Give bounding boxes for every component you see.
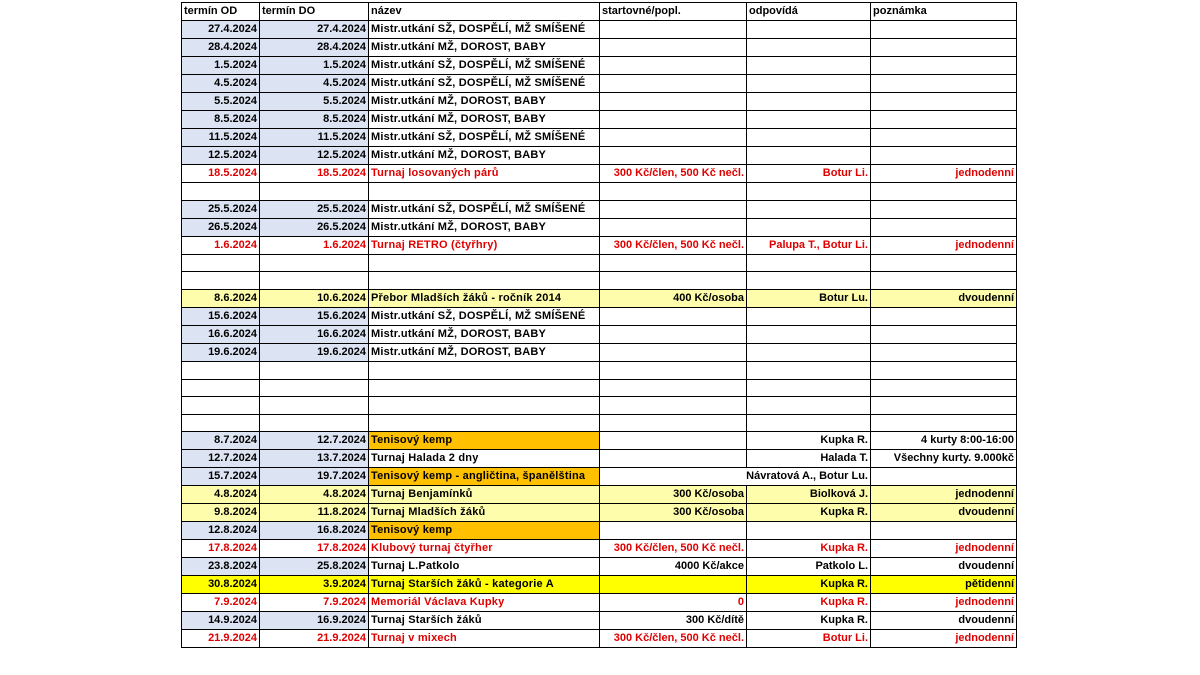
cell-termin-do: 8.5.2024 (260, 111, 369, 129)
cell-odpovida (747, 183, 871, 201)
cell-nazev: Turnaj Starších žáků (369, 612, 600, 630)
cell-poznamka (871, 325, 1017, 343)
table-row (182, 21, 1017, 39)
cell-odpovida (747, 397, 871, 415)
cell-termin-od: 1.5.2024 (182, 57, 260, 75)
cell-nazev: Turnaj Starších žáků - kategorie A (369, 576, 600, 594)
cell-odpovida (747, 414, 871, 432)
cell-nazev (369, 183, 600, 201)
table-row (182, 325, 1017, 343)
cell-termin-od: 8.7.2024 (182, 432, 260, 450)
cell-termin-od: 4.5.2024 (182, 75, 260, 93)
cell-odpovida (747, 218, 871, 236)
cell-poznamka: pětidenní (871, 576, 1017, 594)
cell-termin-od: 12.8.2024 (182, 522, 260, 540)
header-startovne: startovné/popl. (600, 3, 747, 21)
table-row (182, 289, 1017, 307)
cell-odpovida: Botur Li. (747, 165, 871, 183)
cell-nazev: Turnaj losovaných párů (369, 165, 600, 183)
cell-startovne (600, 325, 747, 343)
cell-odpovida (747, 129, 871, 147)
cell-nazev: Mistr.utkání MŽ, DOROST, BABY (369, 325, 600, 343)
cell-poznamka (871, 75, 1017, 93)
header-row (182, 3, 1017, 21)
cell-odpovida (747, 75, 871, 93)
cell-nazev: Mistr.utkání SŽ, DOSPĚLÍ, MŽ SMÍŠENÉ (369, 129, 600, 147)
table-row (182, 361, 1017, 379)
cell-termin-do: 12.5.2024 (260, 147, 369, 165)
cell-poznamka: dvoudenní (871, 289, 1017, 307)
cell-odpovida: Kupka R. (747, 504, 871, 522)
cell-odpovida (747, 39, 871, 57)
cell-termin-od: 15.6.2024 (182, 307, 260, 325)
cell-termin-do: 11.5.2024 (260, 129, 369, 147)
cell-termin-do: 4.5.2024 (260, 75, 369, 93)
cell-poznamka (871, 200, 1017, 218)
cell-termin-od: 16.6.2024 (182, 325, 260, 343)
cell-termin-od: 27.4.2024 (182, 21, 260, 39)
table-row (182, 254, 1017, 272)
cell-startovne: 300 Kč/osoba (600, 486, 747, 504)
table-row (182, 397, 1017, 415)
cell-startovne (600, 39, 747, 57)
cell-nazev: Mistr.utkání SŽ, DOSPĚLÍ, MŽ SMÍŠENÉ (369, 307, 600, 325)
schedule-table (181, 2, 1017, 648)
table-row (182, 576, 1017, 594)
cell-termin-do: 25.8.2024 (260, 558, 369, 576)
cell-poznamka (871, 379, 1017, 397)
cell-termin-do: 16.6.2024 (260, 325, 369, 343)
cell-nazev: Tenisový kemp (369, 432, 600, 450)
cell-startovne (600, 57, 747, 75)
cell-startovne (600, 93, 747, 111)
cell-odpovida: Patkolo L. (747, 558, 871, 576)
cell-termin-od: 5.5.2024 (182, 93, 260, 111)
cell-termin-do (260, 272, 369, 290)
table-row (182, 183, 1017, 201)
cell-termin-od: 17.8.2024 (182, 540, 260, 558)
cell-nazev: Turnaj RETRO (čtyřhry) (369, 236, 600, 254)
cell-termin-od (182, 414, 260, 432)
cell-odpovida: Botur Lu. (747, 289, 871, 307)
cell-poznamka: jednodenní (871, 540, 1017, 558)
cell-poznamka: dvoudenní (871, 612, 1017, 630)
cell-nazev (369, 397, 600, 415)
cell-termin-od: 15.7.2024 (182, 468, 260, 486)
cell-poznamka (871, 343, 1017, 361)
cell-odpovida: Kupka R. (747, 432, 871, 450)
cell-termin-do: 1.6.2024 (260, 236, 369, 254)
cell-poznamka (871, 57, 1017, 75)
cell-termin-od: 7.9.2024 (182, 594, 260, 612)
cell-termin-do (260, 414, 369, 432)
cell-startovne (600, 576, 747, 594)
cell-poznamka (871, 183, 1017, 201)
cell-termin-do: 17.8.2024 (260, 540, 369, 558)
table-row (182, 129, 1017, 147)
cell-odpovida (747, 200, 871, 218)
cell-termin-do (260, 183, 369, 201)
cell-poznamka (871, 129, 1017, 147)
cell-nazev: Mistr.utkání SŽ, DOSPĚLÍ, MŽ SMÍŠENÉ (369, 21, 600, 39)
cell-termin-do: 19.6.2024 (260, 343, 369, 361)
cell-termin-od (182, 272, 260, 290)
cell-nazev: Turnaj Mladších žáků (369, 504, 600, 522)
cell-poznamka (871, 254, 1017, 272)
table-row (182, 594, 1017, 612)
cell-nazev: Tenisový kemp (369, 522, 600, 540)
cell-nazev: Turnaj Halada 2 dny (369, 450, 600, 468)
cell-nazev (369, 272, 600, 290)
cell-odpovida (747, 21, 871, 39)
cell-termin-od (182, 361, 260, 379)
cell-poznamka (871, 39, 1017, 57)
cell-termin-do: 3.9.2024 (260, 576, 369, 594)
table-row (182, 57, 1017, 75)
table-row (182, 630, 1017, 648)
cell-termin-do: 11.8.2024 (260, 504, 369, 522)
cell-termin-do: 15.6.2024 (260, 307, 369, 325)
cell-odpovida (747, 343, 871, 361)
cell-poznamka (871, 21, 1017, 39)
cell-poznamka (871, 397, 1017, 415)
cell-poznamka (871, 272, 1017, 290)
cell-termin-do (260, 361, 369, 379)
cell-odpovida (747, 111, 871, 129)
cell-startovne (600, 414, 747, 432)
cell-nazev: Turnaj L.Patkolo (369, 558, 600, 576)
cell-termin-do: 18.5.2024 (260, 165, 369, 183)
header-nazev: název (369, 3, 600, 21)
table-row (182, 468, 1017, 486)
table-row (182, 93, 1017, 111)
cell-poznamka (871, 468, 1017, 486)
cell-termin-do: 1.5.2024 (260, 57, 369, 75)
cell-startovne (600, 361, 747, 379)
cell-nazev: Mistr.utkání MŽ, DOROST, BABY (369, 39, 600, 57)
table-row (182, 75, 1017, 93)
cell-termin-do: 16.9.2024 (260, 612, 369, 630)
table-row (182, 522, 1017, 540)
table-row (182, 272, 1017, 290)
cell-termin-do (260, 254, 369, 272)
cell-termin-do (260, 379, 369, 397)
cell-poznamka (871, 522, 1017, 540)
cell-nazev: Tenisový kemp - angličtina, španělština (369, 468, 600, 486)
cell-termin-od: 28.4.2024 (182, 39, 260, 57)
cell-odpovida (747, 522, 871, 540)
cell-startovne: 300 Kč/člen, 500 Kč nečl. (600, 630, 747, 648)
cell-termin-do: 13.7.2024 (260, 450, 369, 468)
cell-startovne (600, 397, 747, 415)
cell-startovne (600, 272, 747, 290)
cell-nazev: Turnaj Benjamínků (369, 486, 600, 504)
cell-termin-od (182, 397, 260, 415)
cell-startovne-odpovida: Návratová A., Botur Lu. (600, 468, 871, 486)
cell-termin-od: 4.8.2024 (182, 486, 260, 504)
cell-odpovida: Kupka R. (747, 594, 871, 612)
table-row (182, 200, 1017, 218)
cell-termin-od: 12.7.2024 (182, 450, 260, 468)
cell-nazev: Mistr.utkání MŽ, DOROST, BABY (369, 343, 600, 361)
header-termin-od: termín OD (182, 3, 260, 21)
table-row (182, 612, 1017, 630)
cell-nazev: Mistr.utkání SŽ, DOSPĚLÍ, MŽ SMÍŠENÉ (369, 200, 600, 218)
cell-nazev: Memoriál Václava Kupky (369, 594, 600, 612)
cell-startovne: 300 Kč/člen, 500 Kč nečl. (600, 540, 747, 558)
cell-termin-do: 10.6.2024 (260, 289, 369, 307)
cell-startovne (600, 75, 747, 93)
table-row (182, 111, 1017, 129)
cell-startovne (600, 254, 747, 272)
cell-poznamka: jednodenní (871, 630, 1017, 648)
cell-odpovida: Botur Li. (747, 630, 871, 648)
cell-termin-od (182, 379, 260, 397)
cell-termin-do: 12.7.2024 (260, 432, 369, 450)
table-row (182, 236, 1017, 254)
cell-nazev: Klubový turnaj čtyřher (369, 540, 600, 558)
cell-startovne: 300 Kč/člen, 500 Kč nečl. (600, 165, 747, 183)
table-row (182, 450, 1017, 468)
cell-startovne: 4000 Kč/akce (600, 558, 747, 576)
cell-poznamka (871, 414, 1017, 432)
table-row (182, 540, 1017, 558)
cell-odpovida (747, 307, 871, 325)
cell-startovne (600, 343, 747, 361)
cell-startovne (600, 522, 747, 540)
cell-poznamka (871, 93, 1017, 111)
cell-odpovida (747, 57, 871, 75)
cell-termin-od (182, 254, 260, 272)
table-row (182, 414, 1017, 432)
cell-odpovida (747, 379, 871, 397)
cell-termin-do: 16.8.2024 (260, 522, 369, 540)
cell-startovne: 0 (600, 594, 747, 612)
cell-startovne: 400 Kč/osoba (600, 289, 747, 307)
cell-startovne (600, 307, 747, 325)
table-row (182, 218, 1017, 236)
cell-termin-od: 23.8.2024 (182, 558, 260, 576)
header-termin-do: termín DO (260, 3, 369, 21)
cell-odpovida: Kupka R. (747, 576, 871, 594)
schedule-body (182, 21, 1017, 648)
table-row (182, 379, 1017, 397)
table-row (182, 165, 1017, 183)
cell-poznamka: jednodenní (871, 486, 1017, 504)
cell-termin-do: 28.4.2024 (260, 39, 369, 57)
cell-startovne (600, 147, 747, 165)
table-row (182, 558, 1017, 576)
table-row (182, 432, 1017, 450)
cell-termin-od: 25.5.2024 (182, 200, 260, 218)
cell-termin-od: 12.5.2024 (182, 147, 260, 165)
cell-poznamka: jednodenní (871, 236, 1017, 254)
table-row (182, 486, 1017, 504)
cell-odpovida (747, 254, 871, 272)
cell-poznamka (871, 147, 1017, 165)
header-odpovida: odpovídá (747, 3, 871, 21)
cell-odpovida (747, 325, 871, 343)
cell-startovne (600, 111, 747, 129)
cell-odpovida: Halada T. (747, 450, 871, 468)
cell-odpovida: Kupka R. (747, 612, 871, 630)
cell-termin-do: 4.8.2024 (260, 486, 369, 504)
cell-termin-od: 11.5.2024 (182, 129, 260, 147)
cell-nazev: Mistr.utkání MŽ, DOROST, BABY (369, 111, 600, 129)
cell-odpovida (747, 147, 871, 165)
cell-poznamka: dvoudenní (871, 558, 1017, 576)
cell-startovne: 300 Kč/osoba (600, 504, 747, 522)
cell-startovne: 300 Kč/člen, 500 Kč nečl. (600, 236, 747, 254)
cell-termin-do: 26.5.2024 (260, 218, 369, 236)
table-row (182, 147, 1017, 165)
cell-odpovida (747, 93, 871, 111)
cell-termin-od: 18.5.2024 (182, 165, 260, 183)
cell-termin-od: 14.9.2024 (182, 612, 260, 630)
cell-termin-od: 8.5.2024 (182, 111, 260, 129)
cell-poznamka (871, 218, 1017, 236)
cell-startovne (600, 218, 747, 236)
cell-nazev: Mistr.utkání SŽ, DOSPĚLÍ, MŽ SMÍŠENÉ (369, 75, 600, 93)
cell-odpovida: Palupa T., Botur Li. (747, 236, 871, 254)
cell-startovne (600, 379, 747, 397)
cell-termin-do: 21.9.2024 (260, 630, 369, 648)
cell-poznamka (871, 361, 1017, 379)
header-poznamka: poznámka (871, 3, 1017, 21)
cell-termin-od: 26.5.2024 (182, 218, 260, 236)
cell-poznamka: jednodenní (871, 594, 1017, 612)
cell-nazev (369, 254, 600, 272)
cell-poznamka: Všechny kurty. 9.000kč (871, 450, 1017, 468)
table-row (182, 307, 1017, 325)
cell-poznamka (871, 111, 1017, 129)
cell-termin-do (260, 397, 369, 415)
cell-nazev (369, 414, 600, 432)
cell-termin-do: 5.5.2024 (260, 93, 369, 111)
cell-nazev: Mistr.utkání MŽ, DOROST, BABY (369, 147, 600, 165)
cell-startovne (600, 432, 747, 450)
cell-poznamka: dvoudenní (871, 504, 1017, 522)
cell-odpovida (747, 361, 871, 379)
cell-termin-od: 19.6.2024 (182, 343, 260, 361)
cell-startovne (600, 183, 747, 201)
cell-termin-do: 27.4.2024 (260, 21, 369, 39)
cell-odpovida: Biolková J. (747, 486, 871, 504)
cell-termin-od: 9.8.2024 (182, 504, 260, 522)
cell-termin-od (182, 183, 260, 201)
cell-termin-od: 21.9.2024 (182, 630, 260, 648)
cell-odpovida (747, 272, 871, 290)
cell-startovne (600, 200, 747, 218)
cell-startovne (600, 450, 747, 468)
cell-startovne (600, 129, 747, 147)
table-row (182, 504, 1017, 522)
cell-startovne (600, 21, 747, 39)
cell-termin-od: 8.6.2024 (182, 289, 260, 307)
cell-nazev: Turnaj v mixech (369, 630, 600, 648)
cell-nazev: Přebor Mladších žáků - ročník 2014 (369, 289, 600, 307)
cell-termin-do: 25.5.2024 (260, 200, 369, 218)
cell-nazev (369, 379, 600, 397)
cell-nazev: Mistr.utkání SŽ, DOSPĚLÍ, MŽ SMÍŠENÉ (369, 57, 600, 75)
cell-nazev (369, 361, 600, 379)
cell-termin-do: 7.9.2024 (260, 594, 369, 612)
cell-poznamka (871, 307, 1017, 325)
cell-nazev: Mistr.utkání MŽ, DOROST, BABY (369, 218, 600, 236)
cell-odpovida: Kupka R. (747, 540, 871, 558)
cell-nazev: Mistr.utkání MŽ, DOROST, BABY (369, 93, 600, 111)
cell-startovne: 300 Kč/dítě (600, 612, 747, 630)
cell-termin-do: 19.7.2024 (260, 468, 369, 486)
cell-poznamka: 4 kurty 8:00-16:00 (871, 432, 1017, 450)
table-row (182, 39, 1017, 57)
cell-poznamka: jednodenní (871, 165, 1017, 183)
cell-termin-od: 1.6.2024 (182, 236, 260, 254)
table-row (182, 343, 1017, 361)
cell-termin-od: 30.8.2024 (182, 576, 260, 594)
